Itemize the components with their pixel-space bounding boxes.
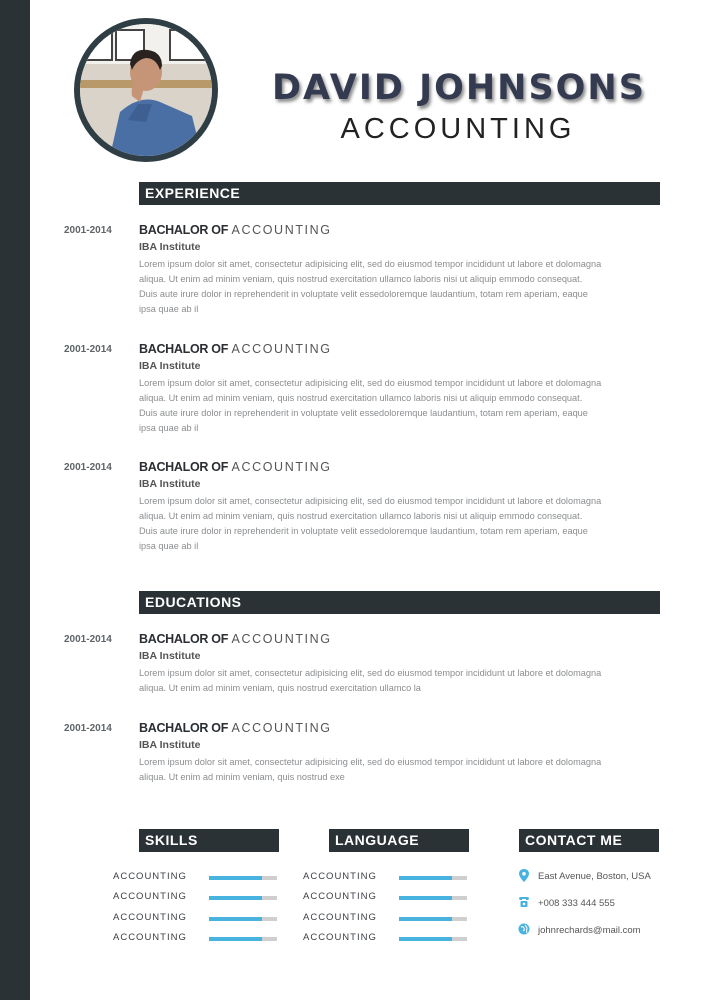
- skills-level-bar: [209, 876, 277, 880]
- entry-title-light: ACCOUNTING: [231, 721, 332, 735]
- profile-photo: [74, 18, 218, 162]
- skills-level-bar: [209, 896, 277, 900]
- entry-institute: IBA Institute: [139, 360, 201, 372]
- educations-heading: EDUCATIONS: [139, 591, 660, 614]
- entry-title-light: ACCOUNTING: [231, 342, 332, 356]
- experience-heading: EXPERIENCE: [139, 182, 660, 205]
- entry-description: [139, 755, 663, 785]
- skills-level-bar: [209, 937, 277, 941]
- entry-title-light: ACCOUNTING: [231, 223, 332, 237]
- entry-institute: IBA Institute: [139, 650, 201, 662]
- contact-phone-text[interactable]: +008 333 444 555: [538, 898, 615, 909]
- entry-title-light: ACCOUNTING: [231, 632, 332, 646]
- entry-years: 2001-2014: [64, 462, 112, 473]
- phone-icon: [518, 896, 530, 908]
- entry-title: [139, 342, 332, 356]
- entry-description-line: Lorem ipsum dolor sit amet, consectetur adipisicing elit, sed do eiusmod tempor incididunt ut labore et dolomagna: [139, 378, 602, 388]
- contact-address-text: East Avenue, Boston, USA: [538, 871, 651, 882]
- entry-title-light: ACCOUNTING: [231, 460, 332, 474]
- entry-description-line: Lorem ipsum dolor sit amet, consectetur adipisicing elit, sed do eiusmod tempor incididunt ut labore et dolomagna: [139, 668, 602, 678]
- languages-level-bar: [399, 876, 467, 880]
- entry-description-line: Duis aute irure dolor in reprehenderit in voluptate velit essedoloremque laudantium, totam rem aperiam, eaque: [139, 289, 588, 299]
- entry-years: 2001-2014: [64, 225, 112, 236]
- entry-description-line: Lorem ipsum dolor sit amet, consectetur adipisicing elit, sed do eiusmod tempor incididunt ut labore et dolomagna: [139, 259, 602, 269]
- skills-label: ACCOUNTING: [113, 912, 187, 923]
- entry-title-bold: BACHALOR OF: [139, 721, 229, 735]
- languages-label: ACCOUNTING: [303, 932, 377, 943]
- entry-title-bold: BACHALOR OF: [139, 342, 229, 356]
- skills-label: ACCOUNTING: [113, 871, 187, 882]
- skills-label: ACCOUNTING: [113, 932, 187, 943]
- skills-level-fill: [209, 876, 262, 880]
- languages-label: ACCOUNTING: [303, 871, 377, 882]
- skills-level-bar: [209, 917, 277, 921]
- skills-level-fill: [209, 896, 262, 900]
- entry-description-line: Lorem ipsum dolor sit amet, consectetur adipisicing elit, sed do eiusmod tempor incididunt ut labore et dolomagna: [139, 757, 602, 767]
- entry-title-bold: BACHALOR OF: [139, 223, 229, 237]
- entry-title: [139, 460, 332, 474]
- entry-institute: IBA Institute: [139, 241, 201, 253]
- entry-years: 2001-2014: [64, 723, 112, 734]
- globe-icon: [518, 923, 530, 935]
- profile-photo-image: [80, 24, 212, 156]
- entry-years: 2001-2014: [64, 344, 112, 355]
- languages-label: ACCOUNTING: [303, 912, 377, 923]
- entry-description-line: Lorem ipsum dolor sit amet, consectetur adipisicing elit, sed do eiusmod tempor incididunt ut labore et dolomagna: [139, 496, 602, 506]
- entry-description: [139, 494, 663, 554]
- languages-level-fill: [399, 876, 452, 880]
- location-pin-icon: [518, 869, 530, 881]
- languages-level-bar: [399, 896, 467, 900]
- left-sidebar-strip: [0, 0, 30, 1000]
- entry-description-line: Duis aute irure dolor in reprehenderit in voluptate velit essedoloremque laudantium, totam rem aperiam, eaque: [139, 408, 588, 418]
- entry-description-line: ipsa quae ab il: [139, 423, 199, 433]
- language-heading: LANGUAGE: [329, 829, 469, 852]
- skills-label: ACCOUNTING: [113, 891, 187, 902]
- entry-description-line: aliqua. Ut enim ad minim veniam, quis nostrud exercitation ullamco laboris nisi ut aliquip emmodo consequat.: [139, 393, 583, 403]
- candidate-name: DAVID JOHNSONS: [272, 68, 646, 108]
- skills-level-fill: [209, 937, 262, 941]
- entry-title-bold: BACHALOR OF: [139, 460, 229, 474]
- contact-heading: CONTACT ME: [519, 829, 659, 852]
- entry-description-line: ipsa quae ab il: [139, 541, 199, 551]
- languages-label: ACCOUNTING: [303, 891, 377, 902]
- candidate-role: ACCOUNTING: [340, 113, 576, 145]
- entry-description: [139, 376, 663, 436]
- entry-description: [139, 666, 663, 696]
- skills-level-fill: [209, 917, 262, 921]
- entry-description-line: Duis aute irure dolor in reprehenderit in voluptate velit essedoloremque laudantium, totam rem aperiam, eaque: [139, 526, 588, 536]
- entry-years: 2001-2014: [64, 634, 112, 645]
- entry-institute: IBA Institute: [139, 478, 201, 490]
- entry-description-line: aliqua. Ut enim ad minim veniam, quis nostrud exercitation ullamco la: [139, 683, 421, 693]
- languages-level-fill: [399, 937, 452, 941]
- entry-description-line: aliqua. Ut enim ad minim veniam, quis nostrud exe: [139, 772, 345, 782]
- entry-description-line: ipsa quae ab il: [139, 304, 199, 314]
- entry-title: [139, 632, 332, 646]
- contact-email-text[interactable]: johnrechards@mail.com: [538, 925, 641, 936]
- entry-title-bold: BACHALOR OF: [139, 632, 229, 646]
- languages-level-bar: [399, 937, 467, 941]
- skills-heading: SKILLS: [139, 829, 279, 852]
- languages-level-fill: [399, 917, 452, 921]
- entry-title: [139, 223, 332, 237]
- entry-description-line: aliqua. Ut enim ad minim veniam, quis nostrud exercitation ullamco laboris nisi ut aliquip emmodo consequat.: [139, 511, 583, 521]
- portrait-illustration: [80, 24, 212, 156]
- languages-level-fill: [399, 896, 452, 900]
- entry-title: [139, 721, 332, 735]
- entry-description-line: aliqua. Ut enim ad minim veniam, quis nostrud exercitation ullamco laboris nisi ut aliquip emmodo consequat.: [139, 274, 583, 284]
- entry-description: [139, 257, 663, 317]
- languages-level-bar: [399, 917, 467, 921]
- entry-institute: IBA Institute: [139, 739, 201, 751]
